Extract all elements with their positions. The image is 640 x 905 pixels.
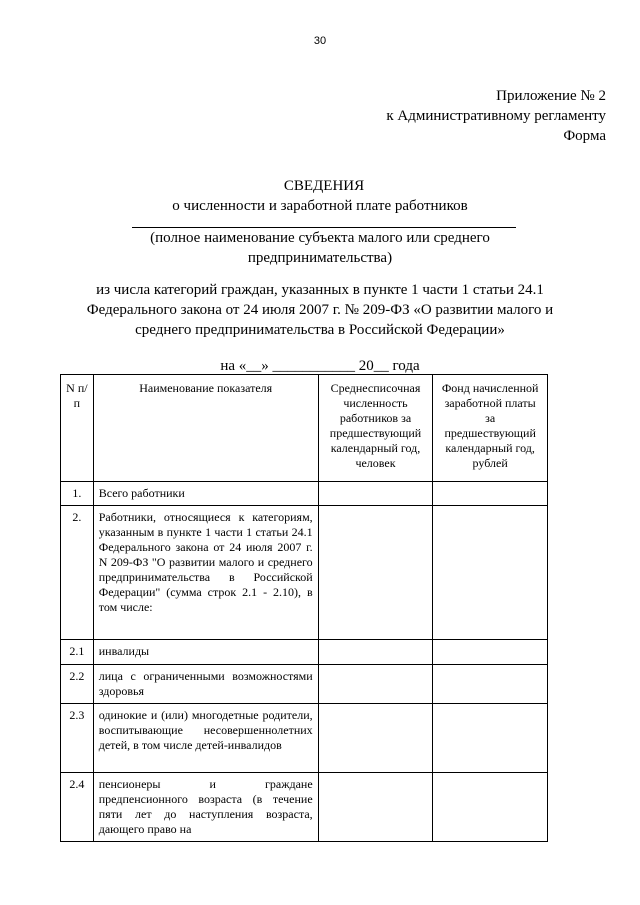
- table-row: [61, 665, 548, 704]
- table-row: [61, 506, 548, 640]
- entity-name-hint-line-1: (полное наименование субъекта малого или среднего: [150, 230, 490, 246]
- row-count-cell: [318, 665, 433, 704]
- row-name: инвалиды: [93, 640, 318, 665]
- category-line-1: из числа категорий граждан, указанных в пункте 1 части 1 статьи 24.1: [96, 282, 544, 298]
- row-num: 2.1: [61, 640, 94, 665]
- row-count-cell: [318, 704, 433, 773]
- row-num: 1.: [61, 482, 94, 506]
- row-fund-cell: [433, 704, 548, 773]
- category-line-2: Федерального закона от 24 июля 2007 г. № 209-ФЗ «О развитии малого и: [86, 302, 554, 318]
- appendix-block: [386, 86, 606, 146]
- row-num: 2.3: [61, 704, 94, 773]
- row-fund-cell: [433, 773, 548, 842]
- row-count-cell: [318, 773, 433, 842]
- header-fund: Фонд начисленной заработной платы за предшествующий календарный год, рублей: [433, 375, 548, 482]
- row-fund-cell: [433, 482, 548, 506]
- row-name: Всего работники: [93, 482, 318, 506]
- workers-table: [60, 374, 548, 842]
- appendix-form-label: Форма: [563, 128, 606, 144]
- entity-name-blank-line: [132, 227, 516, 228]
- table-row: [61, 640, 548, 665]
- row-name: одинокие и (или) многодетные родители, воспитывающие несовершеннолетних детей, в том числе детей-инвалидов: [93, 704, 318, 773]
- table-header-row: [61, 375, 548, 482]
- entity-name-hint: [0, 228, 640, 268]
- row-fund-cell: [433, 506, 548, 640]
- category-description: [0, 280, 640, 340]
- header-num: N п/п: [61, 375, 94, 482]
- header-count: Среднесписочная численность работников за предшествующий календарный год, человек: [318, 375, 433, 482]
- row-fund-cell: [433, 640, 548, 665]
- table-row: [61, 482, 548, 506]
- table-row: [61, 704, 548, 773]
- row-count-cell: [318, 482, 433, 506]
- row-num: 2.2: [61, 665, 94, 704]
- appendix-title: Приложение № 2: [496, 88, 606, 104]
- entity-name-hint-line-2: предпринимательства): [247, 250, 393, 266]
- table-row: [61, 773, 548, 842]
- document-title: СВЕДЕНИЯ: [283, 178, 365, 194]
- row-num: 2.4: [61, 773, 94, 842]
- row-name: пенсионеры и граждане предпенсионного возраста (в течение пяти лет до наступления возраста, дающего право на: [93, 773, 318, 842]
- row-fund-cell: [433, 665, 548, 704]
- appendix-reference: к Административному регламенту: [386, 108, 606, 124]
- row-name: лица с ограниченными возможностями здоровья: [93, 665, 318, 704]
- header-name: Наименование показателя: [93, 375, 318, 482]
- report-date-line: на «__» ___________ 20__ года: [220, 358, 420, 374]
- document-subtitle: о численности и заработной плате работников: [172, 198, 468, 214]
- row-name: Работники, относящиеся к категориям, указанным в пункте 1 части 1 статьи 24.1 Федерального закона от 24 июля 2007 г. N 209-ФЗ "О развитии малого и среднего предпринимательства в Российской Федерации" (сумма строк 2.1 - 2.10), в том числе:: [93, 506, 318, 640]
- category-line-3: среднего предпринимательства в Российской Федерации»: [135, 322, 505, 338]
- row-count-cell: [318, 506, 433, 640]
- page-number: 30: [313, 35, 327, 47]
- row-num: 2.: [61, 506, 94, 640]
- row-count-cell: [318, 640, 433, 665]
- document-heading: [0, 176, 640, 376]
